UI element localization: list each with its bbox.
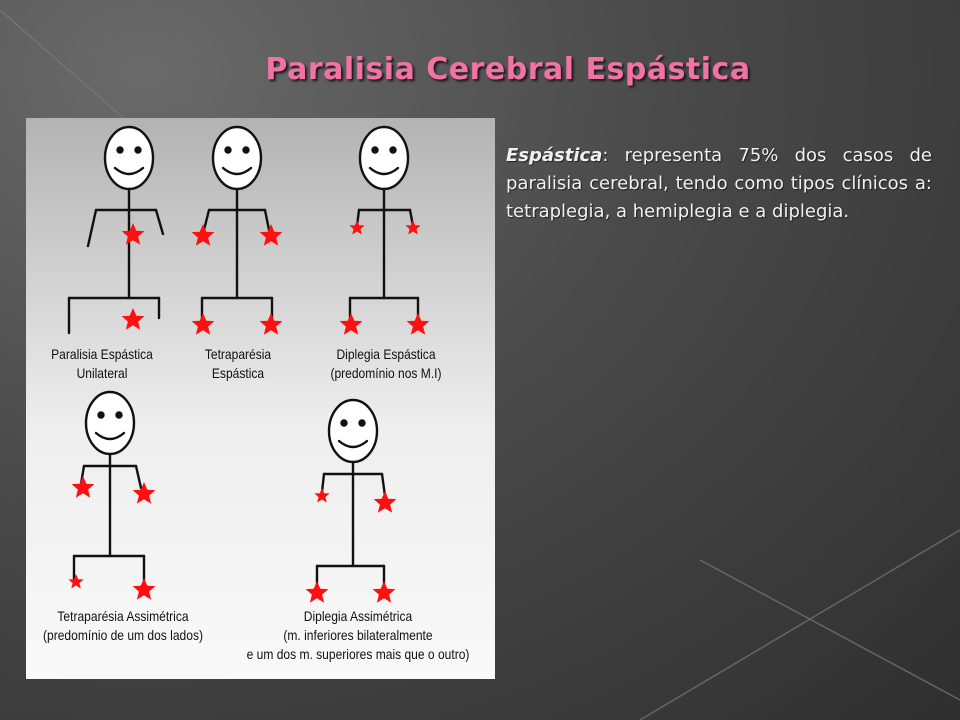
caption-line: Diplegia Assimétrica: [303, 608, 413, 624]
caption-line: Tetraparésia Assimétrica: [57, 608, 189, 624]
caption-line: Paralisia Espástica: [51, 346, 153, 362]
body-text-rest: representa 75% dos casos de paralisia cerebral, tendo como tipos clínicos a: tetraplegia, a hemiplegia e a diplegia.: [506, 145, 932, 222]
caption-line: Diplegia Espástica: [336, 346, 436, 362]
figure-tetraparesia: [202, 127, 272, 318]
body-paragraph: [506, 142, 932, 226]
caption-line: Tetraparésia: [204, 346, 272, 362]
stick-figures-drawing: [26, 118, 495, 679]
spastic-types-figure: [26, 118, 495, 679]
slide-title: Paralisia Cerebral Espástica: [265, 52, 751, 87]
term-colon: :: [602, 145, 609, 166]
figure-paralisia-unilateral: [69, 127, 163, 333]
caption-diplegia-assimetrica: [241, 607, 475, 664]
caption-line: (m. inferiores bilateralmente: [283, 627, 433, 643]
caption-line: (predomínio de um dos lados): [43, 627, 203, 643]
caption-line: Espástica: [211, 365, 265, 381]
figure-diplegia: [350, 127, 418, 318]
caption-tetraparesia-assimetrica: [37, 607, 209, 645]
caption-line: (predomínio nos M.I): [330, 365, 442, 381]
caption-paralisia-unilateral: [35, 345, 169, 383]
caption-line: Unilateral: [76, 365, 128, 381]
caption-line: e um dos m. superiores mais que o outro): [246, 646, 470, 662]
caption-tetraparesia: [195, 345, 281, 383]
term-espastica: Espástica: [506, 145, 603, 166]
caption-diplegia: [317, 345, 455, 383]
